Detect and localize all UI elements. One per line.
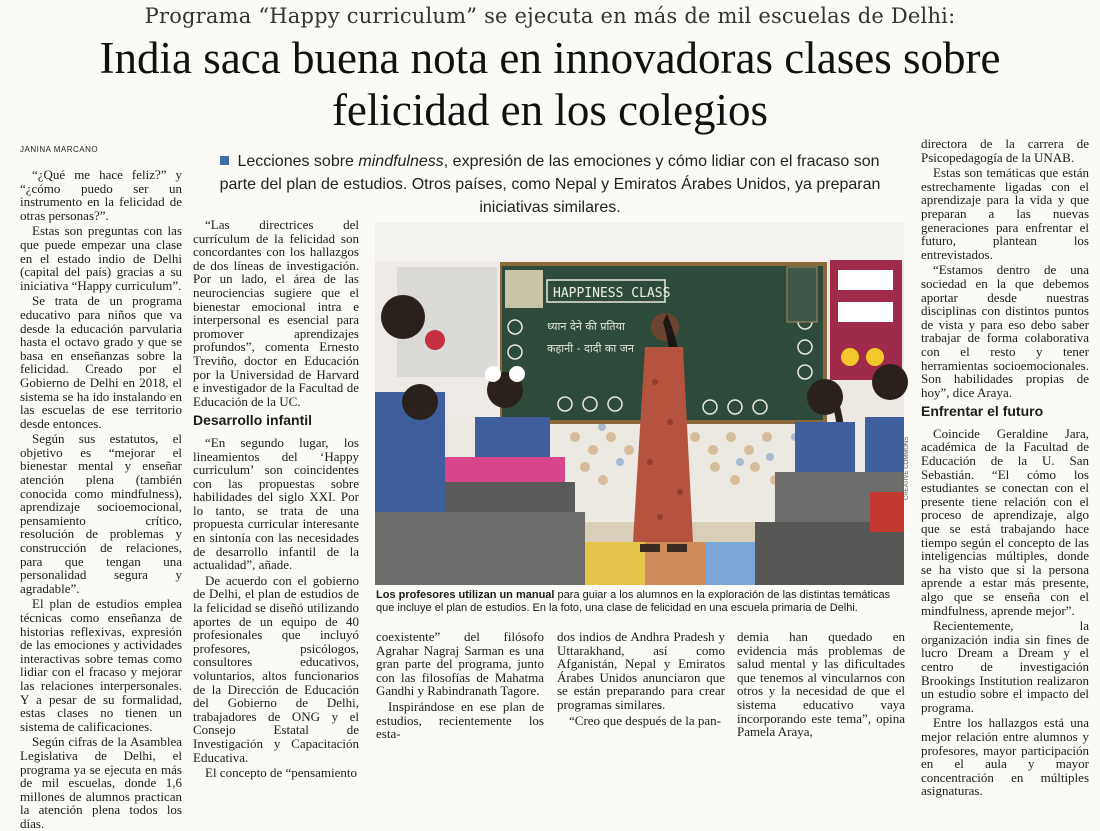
board-line-1: ध्यान देने की प्रतिया bbox=[547, 320, 625, 333]
caption-bold: Los profesores utilizan un manual bbox=[376, 589, 555, 601]
classroom-photo bbox=[375, 222, 904, 585]
paragraph: dos indios de Andhra Pradesh y Uttarakhand, así como Afganistán, Nepal y Emiratos Árabes Unidos anunciaron que se están preparando para crear programas similares. bbox=[557, 629, 725, 712]
article-column-6 bbox=[921, 136, 1089, 799]
paragraph: Según cifras de la Asamblea Legislativa de Delhi, el programa ya se ejecuta en más de mil escuelas, donde 1,6 millones de alumnos practican la atención plena todos los días. bbox=[20, 734, 182, 831]
paragraph: “Creo que después de la pan- bbox=[569, 712, 721, 728]
article-column-3 bbox=[376, 629, 544, 742]
article-column-1 bbox=[20, 167, 182, 831]
paragraph: Recientemente, la organización india sin fines de lucro Dream a Dream y el centro de investigación Brookings Institution realizaron un estudio sobre el impacto del programa. bbox=[921, 618, 1089, 715]
paragraph: coexistente” del filósofo Agrahar Nagraj Sarman es una gran parte del programa, junto con las filosofías de Mahatma Gandhi y Rabindranath Tagore. bbox=[376, 629, 544, 699]
lead-text-before: Lecciones sobre bbox=[237, 153, 359, 170]
bullet-square-icon bbox=[220, 156, 229, 165]
photo-credit: CREATIVE COMMONS bbox=[904, 436, 910, 500]
paragraph: “¿Qué me hace feliz?” y “¿cómo puedo ser un instrumento en la felicidad de otras personas?”. bbox=[20, 167, 182, 223]
byline: JANINA MARCANO bbox=[20, 145, 99, 154]
paragraph: “Estamos dentro de una sociedad en la que debemos aportar desde nuestras disciplinas con distintos puntos de vista y para eso debo saber trabajar de forma colaborativa con el resto y tener herramientas socioemocionales. Son habilidades propias de hoy”, dice Araya. bbox=[921, 262, 1089, 400]
paragraph: El concepto de “pensamiento bbox=[205, 765, 357, 781]
subheading: Enfrentar el futuro bbox=[921, 403, 1044, 420]
paragraph: “En segundo lugar, los lineamientos del ‘Happy curriculum’ son coincidentes con las propuestas sobre habilidades del siglo XXI. Por lo tanto, se trata de una propuesta curricular interesante en sintonía con las necesidades de desarrollo infantil de la actualidad”, añade. bbox=[193, 434, 359, 573]
paragraph: Estas son preguntas con las que puede empezar una clase en el estado indio de Delhi (capital del país) gracias a su iniciativa “Happy curriculum”. bbox=[20, 223, 182, 293]
headline-line-1: India saca buena nota en innovadoras clases sobre bbox=[99, 33, 1001, 83]
lead-deck bbox=[200, 150, 900, 219]
paragraph: Se trata de un programa educativo para niños que va desde la educación parvularia hasta el octavo grado y que se basa en enseñanzas sobre la felicidad. Creado por el Gobierno de Delhi en 2018, el sistema se ha ido instalando en las escuelas de ese territorio desde entonces. bbox=[20, 293, 182, 431]
headline bbox=[0, 32, 1100, 136]
subheading: Desarrollo infantil bbox=[193, 412, 313, 429]
article-column-4 bbox=[557, 629, 725, 728]
paragraph: “Las directrices del currículum de la felicidad son concordantes con los hallazgos de dos líneas de investigación. Por un lado, el área de las neurociencias sugiere que el bienestar emocional intra e interpersonal es esencial para promover aprendizajes profundos”, comenta Ernesto Treviño, doctor en Educación por la Universidad de Harvard e investigador de la Facultad de Educación de la UC. bbox=[193, 217, 359, 409]
paragraph: De acuerdo con el gobierno de Delhi, el plan de estudios de la felicidad se diseñó utilizando aportes de un equipo de 40 profesionales que incluyó profesores, psicólogos, consultores educativos, voluntarios, altos funcionarios de la Dirección de Educación del Gobierno de Delhi, trabajadores de ONG y el Consejo Estatal de Investigación y Capacitación Educativa. bbox=[193, 572, 359, 765]
paragraph: Entre los hallazgos está una mejor relación entre alumnos y profesores, mayor participación en el aula y mayor concentración en múltiples asignaturas. bbox=[921, 715, 1089, 799]
paragraph: directora de la carrera de Psicopedagogía de la UNAB. bbox=[921, 136, 1089, 165]
headline-line-2: felicidad en los colegios bbox=[331, 85, 769, 135]
paragraph: Según sus estatutos, el objetivo es “mejorar el bienestar mental y enseñar atención plena (también conocida como mindfulness), aprendizaje socioemocional, pensamiento crítico, resolución de problemas y construcción de relaciones, para que tengan una personalidad segura y agradable”. bbox=[20, 431, 182, 596]
caption-text: para guiar a los alumnos en la exploración de las distintas temáticas que incluye el plan de estudios. En la foto, una clase de felicidad en una escuela primaria de Delhi. bbox=[376, 589, 891, 614]
lead-text-after: , expresión de las emociones y cómo lidiar con el fracaso son parte del plan de estudios. Otros países, como Nepal y Emiratos Árabes Unidos, ya preparan iniciativas similares. bbox=[219, 153, 881, 216]
article-column-2 bbox=[193, 217, 359, 781]
board-line-2: कहानी - दादी का जन bbox=[547, 342, 634, 355]
paragraph: Coincide Geraldine Jara, académica de la Facultad de Educación de la U. San Sebastián. “El cómo los estudiantes se conectan con el presente tiene relación con el proceso de aprendizaje, algo que se está trabajando hace tiempo según el concepto de las inteligencias múltiples, donde se ha visto que si la persona aprende a estar más presente, algo que se enseña con el mindfulness, aprende mejor”. bbox=[921, 425, 1089, 618]
lead-text-emphasis: mindfulness bbox=[358, 153, 444, 170]
paragraph: El plan de estudios emplea técnicas como enseñanza de historias reflexivas, expresión de las emociones y actividades interactivas sobre temas como lidiar con el fracaso y mejorar las relaciones interpersonales. Y a pesar de su formalidad, estas clases no tienen un sistema de calificaciones. bbox=[20, 596, 182, 734]
board-title: HAPPINESS CLASS bbox=[553, 286, 671, 301]
paragraph: Estas son temáticas que están estrechamente ligadas con el aprendizaje para la vida y que preparan a las nuevas generaciones para enfrentar el futuro, plantean los entrevistados. bbox=[921, 165, 1089, 262]
photo-caption bbox=[376, 589, 906, 615]
kicker: Programa “Happy curriculum” se ejecuta en más de mil escuelas de Delhi: bbox=[144, 4, 956, 28]
paragraph: demia han quedado en evidencia más problemas de salud mental y las dificultades que tenemos al vincularnos con otros y la necesidad de que el sistema educativo vaya incorporando este tema”, opina Pamela Araya, bbox=[737, 629, 905, 740]
paragraph: Inspirándose en ese plan de estudios, recientemente los esta- bbox=[376, 698, 544, 742]
article-column-5 bbox=[737, 629, 905, 740]
